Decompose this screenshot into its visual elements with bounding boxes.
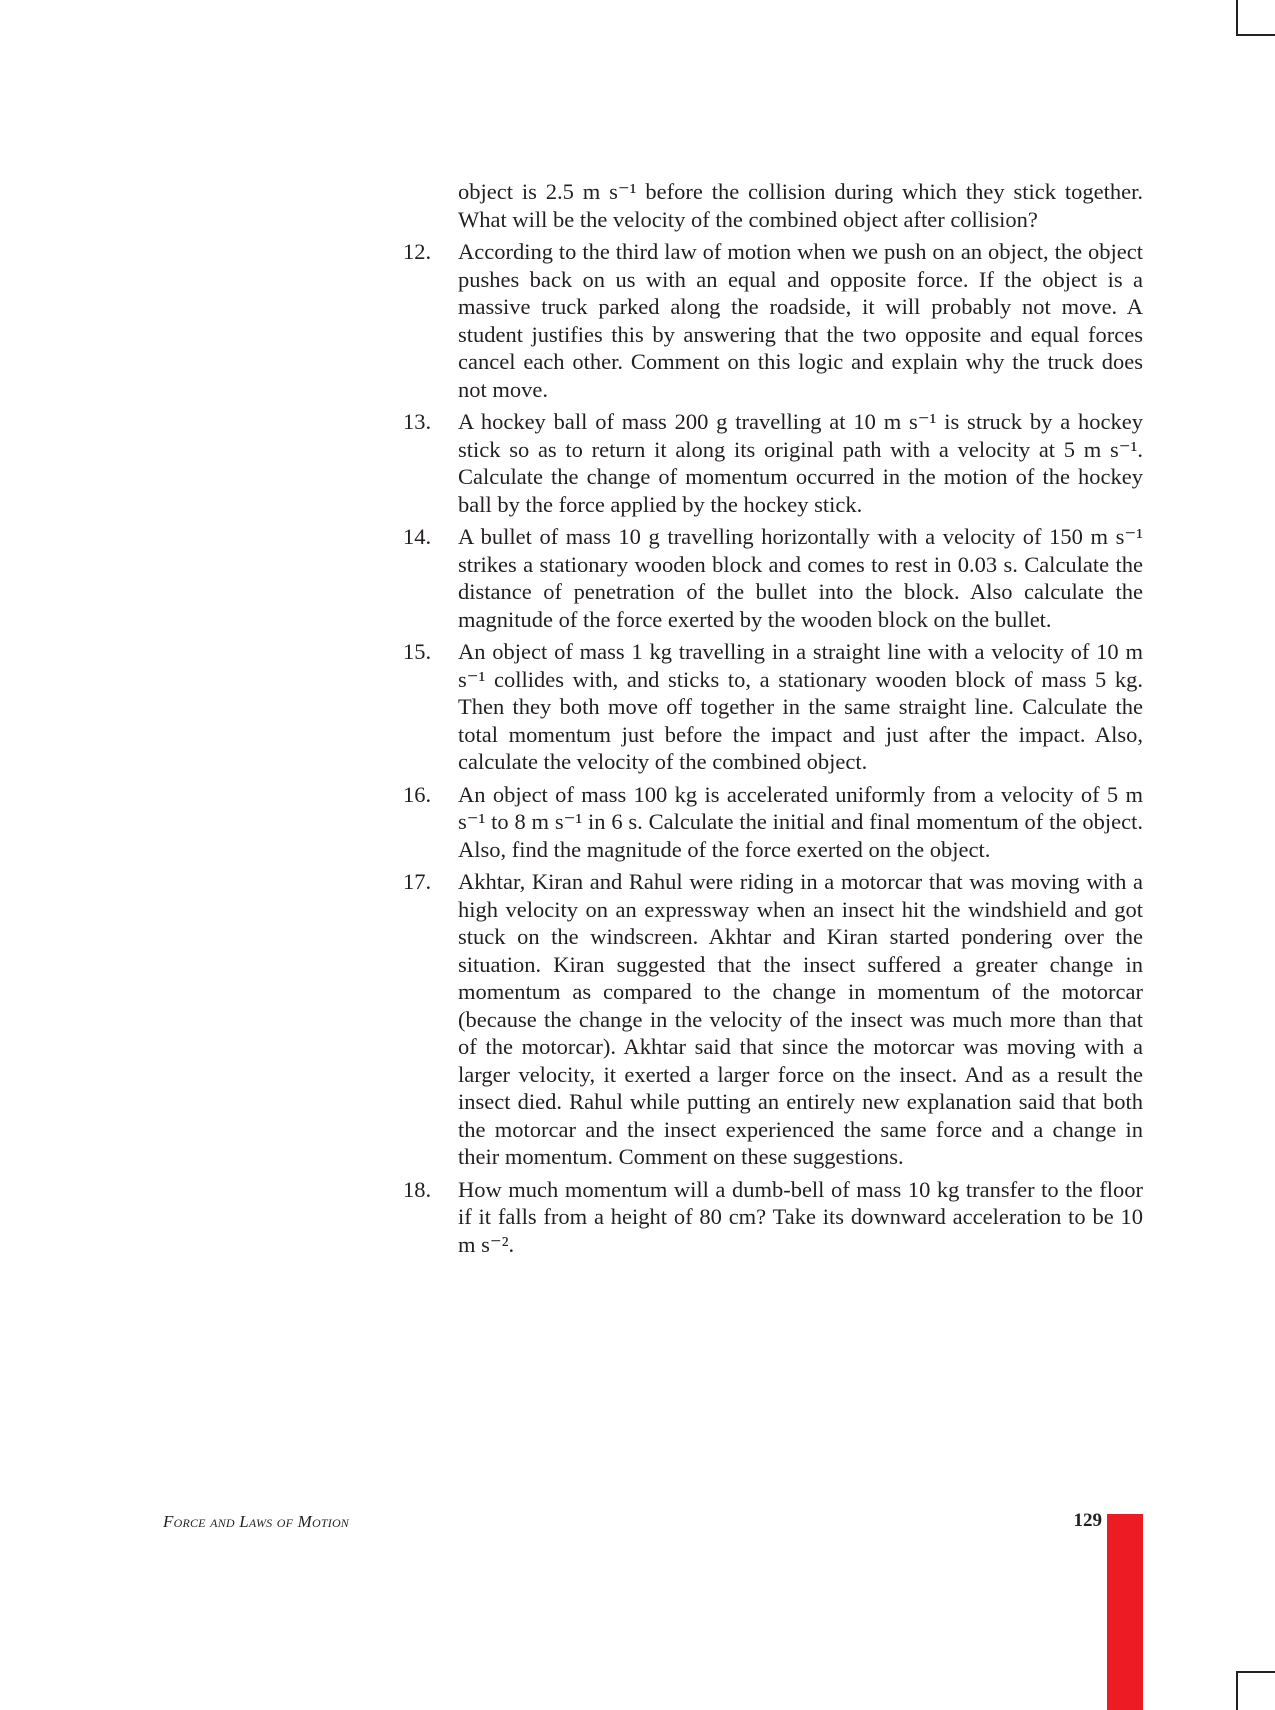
question-number: 17.	[403, 869, 432, 894]
crop-mark-top-right	[1236, 0, 1275, 36]
question-number: 18.	[403, 1176, 432, 1202]
question-number: 14.	[403, 524, 432, 549]
crop-mark-bottom-right	[1236, 1671, 1275, 1710]
question-text: A bullet of mass 10 g travelling horizontally with a velocity of 150 m s⁻¹ strikes a stationary wooden block and comes to rest in 0.03 s. Calculate the distance of penetration of the bullet into the block. Also calculate the magnitude of the force exerted by the wooden block on the bullet.	[458, 524, 1143, 632]
question-17	[403, 868, 1143, 1171]
page-number: 129	[1073, 1510, 1102, 1531]
question-11-continuation	[403, 178, 1143, 233]
question-12	[403, 238, 1143, 403]
question-text: An object of mass 1 kg travelling in a straight line with a velocity of 10 m s⁻¹ collides with, and sticks to, a stationary wooden block of mass 5 kg. Then they both move off together in the same straight line. Calculate the total momentum just before the impact and just after the impact. Also, calculate the velocity of the combined object.	[458, 639, 1143, 774]
exercise-questions	[403, 178, 1143, 1263]
page-edge-accent-bar	[1107, 1514, 1143, 1710]
question-text: Akhtar, Kiran and Rahul were riding in a motorcar that was moving with a high velocity on an expressway when an insect hit the windshield and got stuck on the windscreen. Akhtar and Kiran started pondering over the situation. Kiran suggested that the insect suffered a greater change in momentum as compared to the change in momentum of the motorcar (because the change in the velocity of the insect was much more than that of the motorcar). Akhtar said that since the motorcar was moving with a larger velocity, it exerted a larger force on the insect. And as a result the insect died. Rahul while putting an entirely new explanation said that both the motorcar and the insect experienced the same force and a change in their momentum. Comment on these suggestions.	[458, 869, 1143, 1169]
question-text: A hockey ball of mass 200 g travelling at 10 m s⁻¹ is struck by a hockey stick so as to return it along its original path with a velocity at 5 m s⁻¹. Calculate the change of momentum occurred in the motion of the hockey ball by the force applied by the hockey stick.	[458, 409, 1143, 517]
question-number: 13.	[403, 409, 432, 434]
footer-chapter-title: Force and Laws of Motion	[163, 1512, 350, 1531]
question-number: 16.	[403, 781, 432, 807]
question-text: How much momentum will a dumb-bell of mass 10 kg transfer to the floor if it falls from a height of 80 cm? Take its downward acceleration to be 10 m s⁻².	[458, 1176, 1143, 1257]
question-text: According to the third law of motion when we push on an object, the object pushes back on us with an equal and opposite force. If the object is a massive truck parked along the roadside, it will probably not move. A student justifies this by answering that the two opposite and equal forces cancel each other. Comment on this logic and explain why the truck does not move.	[458, 239, 1143, 402]
question-text: An object of mass 100 kg is accelerated uniformly from a velocity of 5 m s⁻¹ to 8 m s⁻¹ in 6 s. Calculate the initial and final momentum of the object. Also, find the magnitude of the force exerted on the object.	[458, 781, 1143, 862]
question-14	[403, 523, 1143, 633]
question-text: object is 2.5 m s⁻¹ before the collision during which they stick together. What will be the velocity of the combined object after collision?	[458, 179, 1143, 232]
question-15	[403, 638, 1143, 776]
question-13	[403, 408, 1143, 518]
question-number: 12.	[403, 239, 432, 264]
question-number: 15.	[403, 639, 432, 664]
question-16	[403, 781, 1143, 864]
question-18	[403, 1176, 1143, 1259]
